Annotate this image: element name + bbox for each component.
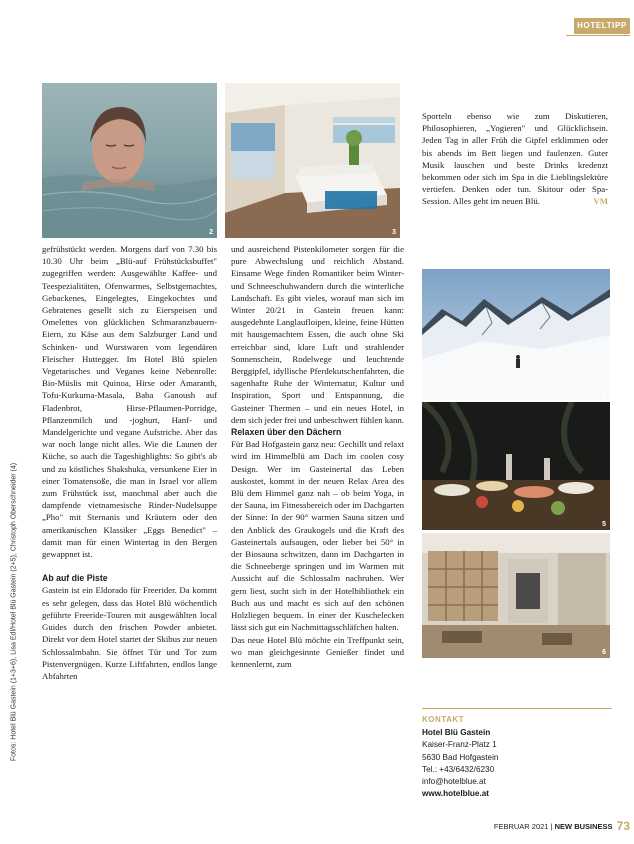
- kontakt-website[interactable]: www.hotelblue.at: [422, 789, 490, 799]
- article-column-1: [42, 243, 217, 682]
- page-number: 73: [616, 819, 630, 833]
- photo-number: 2: [209, 229, 213, 236]
- paragraph-meeting-point: Das neue Hotel Blü möchte ein Treffpunkt sein, wo man gleichgesinnte Genießer findet und kennenlernt, zum: [231, 634, 404, 669]
- kontakt-phone: Tel.: +43/6432/6230: [422, 764, 495, 774]
- kontakt-street: Kaiser-Franz-Platz 1: [422, 740, 497, 750]
- photo-hotel-room: [225, 83, 400, 238]
- kontakt-email[interactable]: info@hotelblue.at: [422, 777, 486, 787]
- photo-number: 5: [602, 521, 606, 528]
- photo-credit: [8, 452, 20, 772]
- photo-mountains: [422, 269, 610, 400]
- photo-lobby-image: [422, 533, 610, 658]
- footer-divider: |: [550, 822, 553, 831]
- photo-pool-woman-image: [42, 83, 217, 238]
- photo-number: 3: [392, 229, 396, 236]
- footer-issue: FEBRUAR 2021: [493, 822, 549, 831]
- photo-mountains-image: [422, 269, 610, 400]
- section-tag-rule: [566, 35, 630, 36]
- spacer: [42, 560, 217, 572]
- photo-buffet-image: [422, 402, 610, 530]
- kontakt-title: KONTAKT: [422, 715, 465, 724]
- subheading-piste: Ab auf die Piste: [42, 573, 108, 584]
- section-tag: HOTELTIPP: [574, 18, 630, 34]
- subheading-relax: Relaxen über den Dächern: [231, 427, 342, 438]
- footer-magazine: NEW BUSINESS: [554, 822, 613, 831]
- paragraph-breakfast: gefrühstückt werden. Morgens darf von 7.30 bis 10.30 Uhr beim „Blü-auf Frühstücksbuffet" zugegriffen werden: Ausgewählte Kaffee- und Teespezialitäten, Ofenwarmes, Selbstgemachtes, Gebackenes, Eingelegtes, Eingekochtes und Gebratenes gesellt sich zu Eierspeisen und Omelettes von glücklichen Schmaranzbauern-Eiern, zu Käse aus dem Salzburger Land und Schinken- und Wurstwaren vom legendären Fleischer Huttegger. Im Hotel Blü spielen Vegetarisches und Veganes keine Nebenrolle: Bio-Müslis mit Quinoa, Hirse oder Amaranth, Tofu-Kurkuma-Masala, Baba Ganoush auf Fladenbrot, Hirse-Pflaumen-Porridge, Pflanzenmilch und -joghurt, Hanf- und Mandelgerichte und vegane Aufstriche. Aber das war noch lange nicht alles. Wie die Launen der Küche, so auch die Tageshighlights: So gibt's ab und zu köstliches Shakshuka, versunkene Eier in einer Tomatensoße, die man in Israel vor allem zum Frühstück isst, manchmal aber auch die dampfende vietnamesische Rinder-Nudelsuppe „Pho" mit Sternanis und Kräutern oder den amerikanischen Klassiker „Eggs Benedict" – damit man für einen Wintertag in den Bergen gewappnet ist.: [42, 244, 217, 560]
- kontakt-rule: [422, 708, 612, 709]
- author-signature: VM: [593, 196, 608, 207]
- photo-hotel-room-image: [225, 83, 400, 238]
- article-column-2: [231, 243, 404, 670]
- photo-lobby: [422, 533, 610, 658]
- photo-number: 4: [602, 391, 606, 398]
- paragraph-closing: [422, 110, 608, 208]
- paragraph-relax: Für Bad Hofgastein ganz neu: Gechillt und relaxt wird im Himmelblü am Dach im coolen cosy Design. Wer im Gasteinertal das Leben auskostet, kommt in der neuen Relax Area des Blü dem Himmel ganz nah – ob beim Yoga, in der Sauna, im Fitnessbereich oder im Dachgarten der Sinne: In der 90° warmen Sauna sitzen und den Anblick des Graukogels und die Kraft des Gasteinertals aufsaugen, oder lieber bei 50° in der Biosauna schwitzen, dann im Dachgarten in die Schneeberge springen und im Warmen mit Aussicht auf die Schlossalm nachruhen. Wer gern liest, sucht sich in der Hotelbibliothek ein Buch aus und macht es sich auf den schönen Holzliegen bequem. In einer der Kuschelecken lässt sich gut ein Nachmittagsschläfchen halten.: [231, 439, 404, 633]
- photo-buffet: [422, 402, 610, 530]
- photo-pool-woman: [42, 83, 217, 238]
- kontakt-box: [422, 714, 612, 800]
- kontakt-city: 5630 Bad Hofgastein: [422, 752, 499, 762]
- paragraph-winter: und ausreichend Pistenkilometer sorgen für die pure Abwechslung und reichlich Abstand. Einsame Wege finden Romantiker beim Winter- und Schneeschuhwandern durch die winterliche Landschaft. Es gibt vieles, worauf man sich im Winter 20/21 in Gastein freuen kann: ausgedehnte Langlaufloipen, kleine, feine Hütten mit hausgemachtem Essen, die auch ohne Ski erreichbar sind, klare Luft und strahlender Sonnenschein, Rodelwege und leuchtende Berggipfel, idyllische Pferdekutschenfahrten, die sagenhafte Ruhe der Winternatur, Kultur und Inspiration, Sport und Entspannung, die Gasteiner Thermen – und ein neues Hotel, in dem sich jeder frei und unbeschwert fühlen kann.: [231, 244, 404, 425]
- article-column-3: [422, 110, 608, 208]
- page-footer: [462, 819, 630, 833]
- kontakt-hotel-name: Hotel Blü Gastein: [422, 728, 491, 738]
- photo-number: 6: [602, 649, 606, 656]
- closing-text: Sporteln ebenso wie zum Diskutieren, Philosophieren, „Yogieren" und Glücklichsein. Jeden Tag in aller Früh die Gipfel erklimmen oder bis abends im Bett liegen und faulenzen. Guter Musik lauschen und beste Drinks kredenzt bekommen oder sich im Spa in die Lieblingslektüre vertiefen. Denken oder tun. Skitour oder Spa-Session. Alles geht im neuen Blü.: [422, 111, 608, 207]
- photo-credit-text: Fotos: Hotel Blü Gastein (1+3+6), Lisa Edl/Hotel Blü Gastein (2+5), Christoph Oberschneider (4): [10, 462, 18, 762]
- paragraph-freeride: Gastein ist ein Eldorado für Freerider. Da kommt es sehr gelegen, dass das Hotel Blü wöchentlich geführte Freeride-Touren mit ausgewählten local Guides durch den frischen Powder anbietet. Direkt vor dem Hotel startet der Skibus zur neuen Schlossalmbahn. Sie öffnet Tür und Tor zum Pistenvergnügen. Kurze Liftfahrten, endlos lange Abfahrten: [42, 585, 217, 681]
